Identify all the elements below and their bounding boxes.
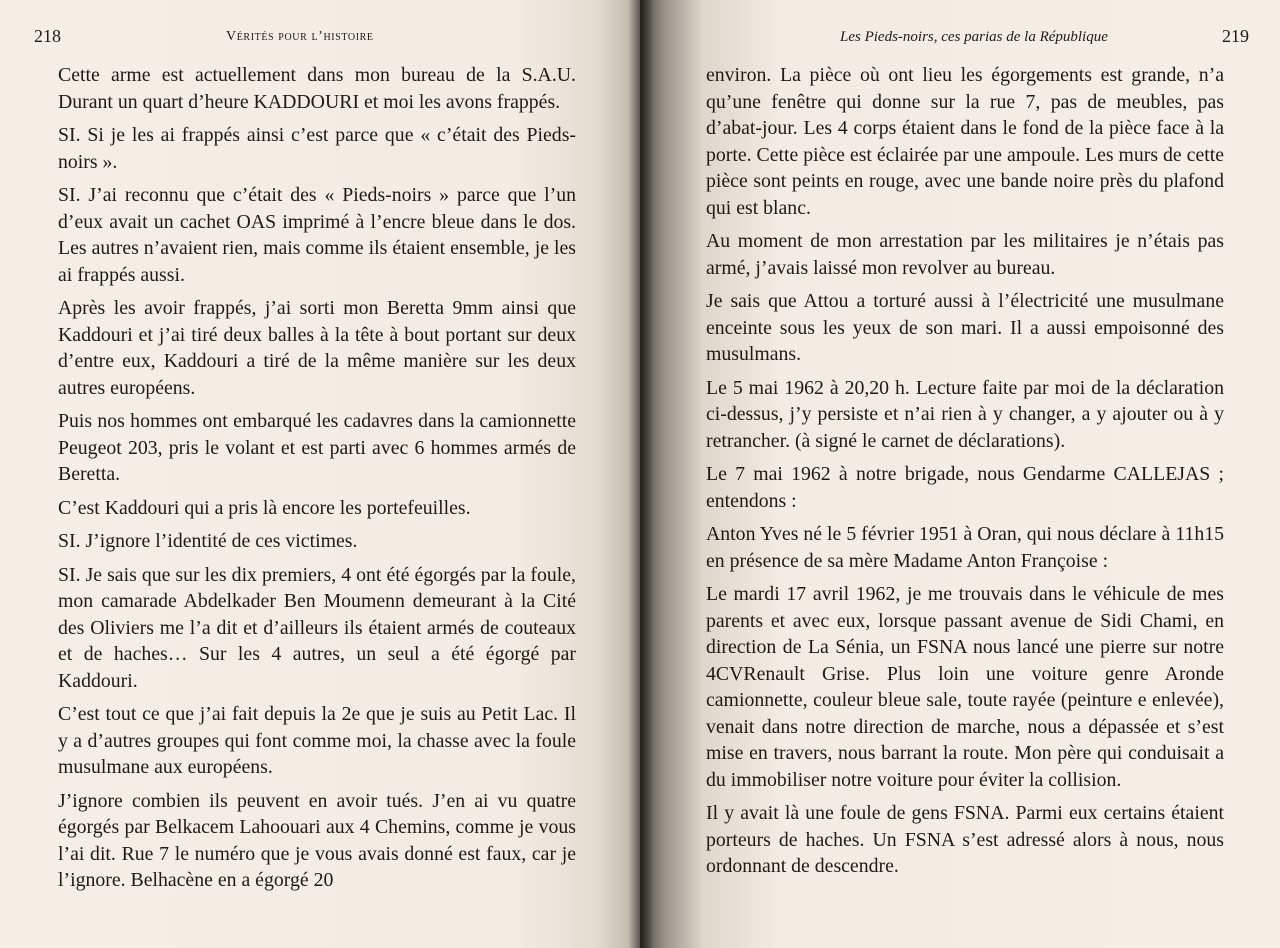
paragraph: SI. J’ignore l’identité de ces victimes.	[58, 530, 358, 553]
running-head: Les Pieds-noirs, ces parias de la République	[840, 29, 1108, 45]
paragraph: Anton Yves né le 5 février 1951 à Oran, qui nous déclare à 11h15 en présence de sa mère Madame Anton Françoise :	[706, 523, 1224, 572]
paragraph: Le mardi 17 avril 1962, je me trouvais dans le véhicule de mes parents et avec eux, lorsque passant avenue de Sidi Chami, en direction de La Sénia, un FSNA nous lancé une pierre sur notre 4CVRenault Grise. Plus loin une voiture genre Aronde camionnette, couleur bleue sale, toute rayée (peinture e enlevée), venait dans notre direction de marche, nous a dépassée et s’est mise en travers, nous barrant la route. Mon père qui conduisait a du immobiliser notre voiture pour éviter la collision.	[706, 583, 1224, 791]
paragraph: C’est Kaddouri qui a pris là encore les portefeuilles.	[58, 496, 471, 519]
page-number: 219	[1222, 26, 1249, 46]
paragraph: C’est tout ce que j’ai fait depuis la 2e que je suis au Petit Lac. Il y a d’autres groupes qui font comme moi, la chasse avec la foule musulmane aux européens.	[58, 703, 576, 779]
paragraph: Cette arme est actuellement dans mon bureau de la S.A.U. Durant un quart d’heure KADDOURI et moi les avons frappés.	[58, 64, 576, 113]
paragraph: Puis nos hommes ont embarqué les cadavres dans la camionnette Peugeot 203, pris le volant et est parti avec 6 hommes armés de Beretta.	[58, 410, 576, 486]
page-body	[58, 62, 576, 901]
paragraph: SI. Si je les ai frappés ainsi c’est parce que « c’était des Pieds-noirs ».	[58, 124, 576, 173]
paragraph: Le 7 mai 1962 à notre brigade, nous Gendarme CALLEJAS ; entendons :	[706, 463, 1224, 512]
paragraph: environ. La pièce où ont lieu les égorgements est grande, n’a qu’une fenêtre qui donne sur la rue 7, pas de meubles, pas d’abat-jour. Les 4 corps étaient dans le fond de la pièce face à la porte. Cette pièce est éclairée par une ampoule. Les murs de cette pièce sont peints en rouge, avec une bande noire près du plafond qui est blanc.	[706, 64, 1224, 219]
paragraph: SI. Je sais que sur les dix premiers, 4 ont été égorgés par la foule, mon camarade Abdelkader Ben Moumenn demeurant à la Cité des Oliviers me l’a dit et d’ailleurs ils étaient armés de couteaux et de haches… Sur les 4 autres, un seul a été égorgé par Kaddouri.	[58, 563, 576, 692]
page-number: 218	[34, 26, 61, 46]
page-body	[706, 62, 1224, 887]
paragraph: Au moment de mon arrestation par les militaires je n’étais pas armé, j’avais laissé mon revolver au bureau.	[706, 230, 1224, 279]
paragraph: Il y avait là une foule de gens FSNA. Parmi eux certains étaient porteurs de haches. Un FSNA s’est adressé alors à nous, nous ordonnant de descendre.	[706, 802, 1224, 878]
paragraph: Après les avoir frappés, j’ai sorti mon Beretta 9mm ainsi que Kaddouri et j’ai tiré deux balles à la tête à bout portant sur deux d’entre eux, Kaddouri a tiré de la même manière sur les deux autres européens.	[58, 297, 576, 399]
running-head: Vérités pour l’histoire	[226, 29, 374, 44]
paragraph: SI. J’ai reconnu que c’était des « Pieds-noirs » parce que l’un d’eux avait un cachet OAS imprimé à l’encre bleue dans le dos. Les autres n’avaient rien, mais comme ils étaient ensemble, je les ai frappés aussi.	[58, 184, 576, 286]
right-page	[640, 0, 1280, 948]
paragraph: J’ignore combien ils peuvent en avoir tués. J’en ai vu quatre égorgés par Belkacem Lahoouari aux 4 Chemins, comme je vous l’ai dit. Rue 7 le numéro que je vous avais donné est faux, car je l’ignore. Belhacène en a égorgé 20	[58, 789, 576, 892]
paragraph: Je sais que Attou a torturé aussi à l’électricité une musulmane enceinte sous les yeux de son mari. Il a aussi empoisonné des musulmans.	[706, 290, 1224, 366]
book-gutter-shadow	[628, 0, 654, 948]
paragraph: Le 5 mai 1962 à 20,20 h. Lecture faite par moi de la déclaration ci-dessus, j’y persiste et n’ai rien à y changer, a y ajouter ou à y retrancher. (à signé le carnet de déclarations).	[706, 376, 1224, 452]
